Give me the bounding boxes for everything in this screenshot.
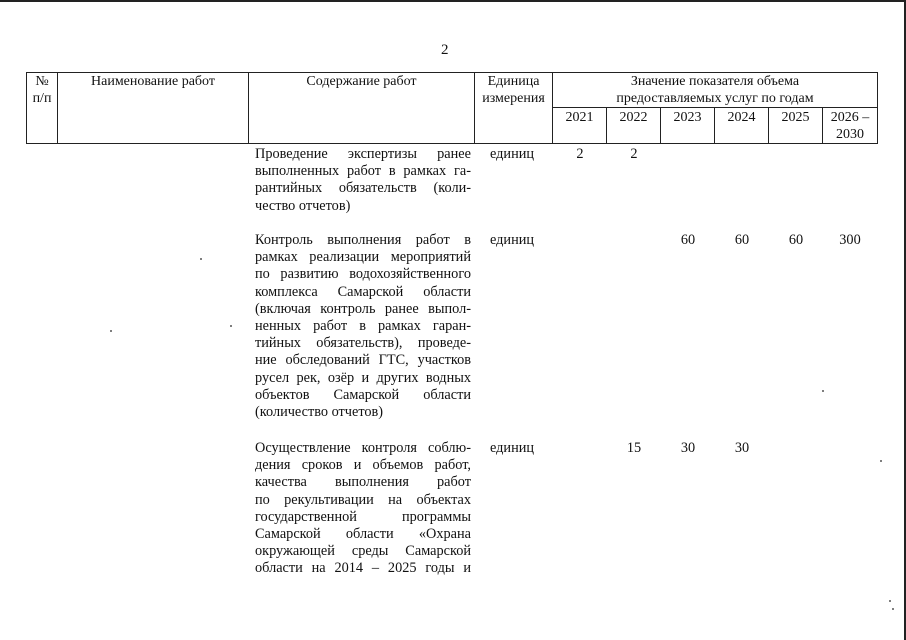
content-line: рантийных обязательств (коли- [255, 180, 471, 197]
content-line: выполненных работ в рамках га- [255, 163, 471, 180]
work-content [255, 146, 471, 215]
scan-speck [880, 460, 882, 462]
header-year-range-line: 2030 [836, 127, 864, 142]
content-line: русел рек, озёр и других водных [255, 369, 471, 386]
content-line: ние обследований ГТС, участков [255, 352, 471, 369]
content-line: (включая контроль ранее выпол- [255, 300, 471, 317]
value-2021: 2 [576, 146, 584, 162]
header-year-2023: 2023 [673, 110, 702, 125]
header-values-title-line: Значение показателя объема [630, 74, 800, 89]
value-2023: 60 [680, 232, 696, 248]
scan-speck [892, 608, 894, 610]
scan-speck [230, 325, 232, 327]
value-2023: 30 [680, 440, 696, 456]
header-unit-line: Единица [487, 74, 540, 89]
value-2022: 15 [626, 440, 642, 456]
work-content [255, 232, 471, 421]
content-line: по развитию водохозяйственного [255, 266, 471, 283]
header-values-title [553, 73, 877, 107]
content-line: области на 2014 – 2025 годы и [255, 560, 471, 577]
content-line: объектов Самарской области [255, 386, 471, 403]
value-2022: 2 [630, 146, 638, 162]
value-2025: 60 [788, 232, 804, 248]
header-num-line: п/п [32, 91, 52, 106]
header-num [27, 73, 57, 107]
header-year-2022: 2022 [619, 110, 648, 125]
content-line: (количество отчетов) [255, 404, 384, 421]
content-line: Самарской области «Охрана [255, 526, 471, 543]
value-2026-2030: 300 [839, 232, 861, 248]
content-line: по рекультивации на объектах [255, 491, 471, 508]
content-line: Проведение экспертизы ранее [255, 146, 471, 162]
scan-speck [200, 258, 202, 260]
header-bottom-border [26, 143, 878, 144]
content-line: чество отчетов) [255, 197, 351, 214]
scan-speck [110, 330, 112, 332]
content-line: тийных обязательств), проведе- [255, 335, 471, 352]
header-years-divider [552, 107, 878, 108]
content-line: комплекса Самарской области [255, 283, 471, 300]
page-top-edge [0, 0, 906, 2]
content-line: окружающей среды Самарской [255, 543, 471, 560]
page-number: 2 [441, 42, 449, 58]
header-year-2025: 2025 [781, 110, 810, 125]
unit-cell: единиц [490, 440, 535, 456]
table-header [26, 72, 878, 144]
content-line: ненных работ в рамках гаран- [255, 318, 471, 335]
header-values-title-line: предоставляемых услуг по годам [616, 91, 814, 106]
scan-speck [889, 600, 891, 602]
work-content [255, 440, 471, 578]
header-year-range-line: 2026 – [830, 110, 870, 125]
content-line: дения сроков и объемов работ, [255, 457, 471, 474]
content-line: государственной программы [255, 508, 471, 525]
header-num-line: № [35, 74, 49, 89]
header-year-2024: 2024 [727, 110, 756, 125]
header-unit [475, 73, 552, 107]
content-line: Контроль выполнения работ в [255, 232, 471, 248]
content-line: качества выполнения работ [255, 474, 471, 491]
unit-cell: единиц [490, 232, 535, 248]
header-year-2021: 2021 [565, 110, 594, 125]
header-unit-line: измерения [482, 91, 545, 106]
value-2024: 30 [734, 440, 750, 456]
header-right-border [877, 72, 878, 144]
header-work-name: Наименование работ [91, 74, 215, 89]
header-work-content: Содержание работ [306, 74, 417, 89]
scan-speck [822, 390, 824, 392]
content-line: Осуществление контроля соблю- [255, 440, 471, 456]
header-year-2026-2030 [823, 109, 877, 143]
value-2024: 60 [734, 232, 750, 248]
content-line: рамках реализации мероприятий [255, 249, 471, 266]
unit-cell: единиц [490, 146, 535, 162]
